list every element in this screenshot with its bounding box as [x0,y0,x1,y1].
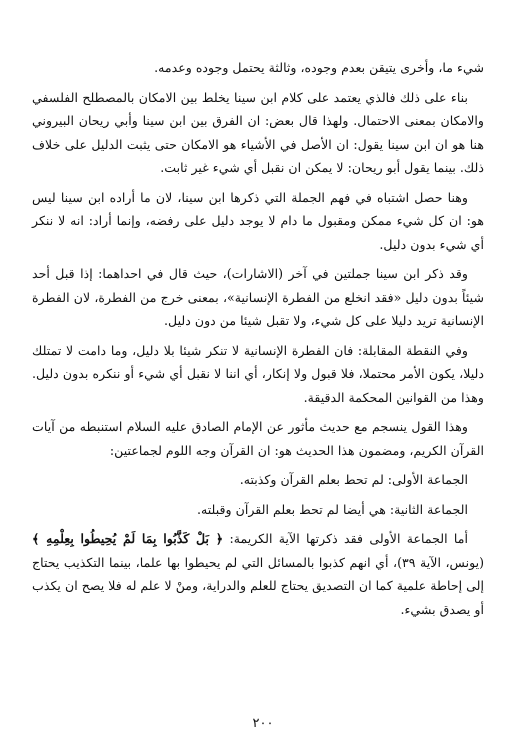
paragraph: وهنا حصل اشتباه في فهم الجملة التي ذكرها ابن سينا، لان ما أراده ابن سينا ليس هو: ان كل شيء ممكن ومقبول ما دام لا يوجد دليل على رفضه، وإنما أراد: انه لا ننكر أي شيء بدون دليل. [32,189,484,252]
paragraph: شيء ما، وأخرى يتيقن بعدم وجوده، وثالثة يحتمل وجوده وعدمه. [154,60,484,75]
page-number: ٢٠٠ [252,716,274,731]
paragraph-rest: (يونس، الآية ٣٩)، أي انهم كذبوا بالمسائل التي لم يحيطوا بها علما، بينما التكذيب يحتاج إلى إحاطة علمية كما ان التصديق يحتاج للعلم والدراية، ومنْ لا علم له فلا يصح ان يكذب أو يصدق بشيء. [32,554,484,617]
paragraph-intro: أما الجماعة الأولى فقد ذكرتها الآية الكريمة: [229,531,468,546]
list-item-group-two: الجماعة الثانية: هي أيضا لم تحط بعلم القرآن وقبلته. [196,501,468,517]
paragraph: وقد ذكر ابن سينا جملتين في آخر (الاشارات)، حيث قال في احداهما: إذا قبل أحد شيئاً بدون دليل «فقد انخلع من الفطرة الإنسانية»، بمعنى خرج من الفطرة، لان الفطرة الإنسانية تريد دليلا على كل شيء، ولا تقبل شيئا من دون دليل. [32,266,484,328]
paragraph: وهذا القول ينسجم مع حديث مأثور عن الإمام الصادق عليه السلام استنبطه من آيات القرآن الكريم، ومضمون هذا الحديث هو: ان القرآن وجه اللوم لجماعتين: [32,419,484,458]
body-text [32,56,484,627]
list-item-group-one: الجماعة الأولى: لم تحط بعلم القرآن وكذبته. [239,472,468,487]
paragraph: بناء على ذلك فالذي يعتمد على كلام ابن سينا يخلط بين الامكان بالمصطلح الفلسفي والامكان بمعنى الاحتمال. ولهذا قال بعض: ان الفرق بين ابن سينا وأبي ريحان البيروني هنا هو ان ابن سينا يقول: ان الأصل في الأشياء هو الامكان حتى يثبت الدليل على خلاف ذلك. بينما يقول أبو ريحان: لا يمكن ان نقبل أي شيء غير ثابت. [32,89,484,175]
paragraph [32,527,484,621]
paragraph: وفي النقطة المقابلة: فان الفطرة الإنسانية لا تنكر شيئا بلا دليل، وما دامت لا تمتلك دليلا، يكون الأمر محتملا، فلا قبول ولا إنكار، أي اننا لا نقبل أي شيء أو ننكره بدون دليل. وهذا من القوانين المحكمة الدقيقة. [32,342,484,405]
quran-verse: ﴿ بَلْ كَذَّبُوا بِمَا لَمْ يُحِيطُوا بِعِلْمِهِ ﴾ [32,531,224,546]
